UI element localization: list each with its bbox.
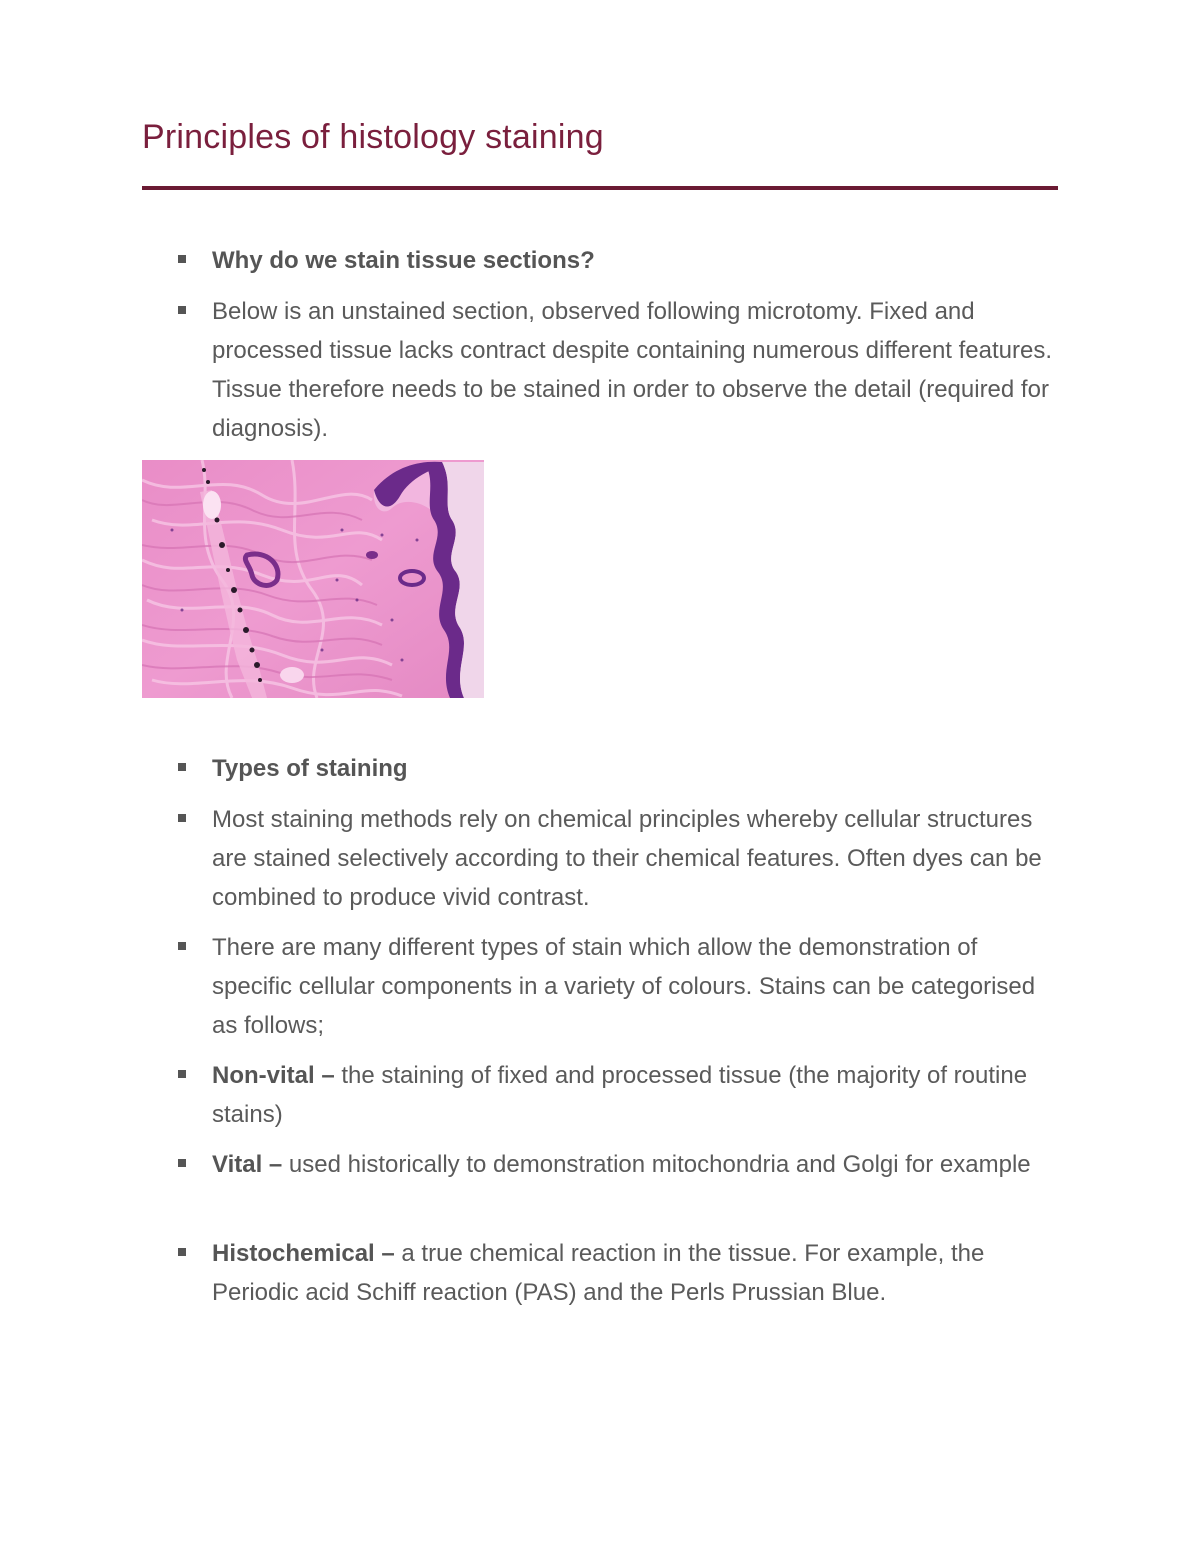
- square-bullet-icon: [178, 942, 186, 950]
- list-item: [212, 800, 1062, 917]
- term-non-vital: Non-vital –: [212, 1062, 335, 1089]
- paragraph-unstained-section: Below is an unstained section, observed following microtomy. Fixed and processed tissue lacks contract despite containing numerous different features. Tissue therefore needs to be stained in order to observe the detail (required for diagnosis).: [212, 298, 1053, 442]
- list-item-vital: [212, 1145, 1062, 1184]
- square-bullet-icon: [178, 255, 186, 263]
- square-bullet-icon: [178, 763, 186, 771]
- definition-vital: used historically to demonstration mitochondria and Golgi for example: [282, 1151, 1031, 1178]
- list-item: [212, 749, 1062, 788]
- paragraph-chemical-principles: Most staining methods rely on chemical principles whereby cellular structures are stained selectively according to their chemical features. Often dyes can be combined to produce vivid contrast.: [212, 806, 1042, 911]
- definition-non-vital: the staining of fixed and processed tissue (the majority of routine stains): [212, 1062, 1028, 1128]
- definition-histochemical: a true chemical reaction in the tissue. For example, the Periodic acid Schiff reaction (PAS) and the Perls Prussian Blue.: [212, 1240, 985, 1306]
- section-heading-why-stain: Why do we stain tissue sections?: [212, 247, 595, 274]
- square-bullet-icon: [178, 1070, 186, 1078]
- list-item-histochemical: [212, 1234, 1062, 1312]
- section-heading-types-of-staining: Types of staining: [212, 755, 408, 782]
- histology-micrograph-image: [142, 460, 484, 698]
- square-bullet-icon: [178, 306, 186, 314]
- list-item-non-vital: [212, 1056, 1062, 1134]
- square-bullet-icon: [178, 1248, 186, 1256]
- paragraph-types-of-stain: There are many different types of stain which allow the demonstration of specific cellular components in a variety of colours. Stains can be categorised as follows;: [212, 934, 1036, 1039]
- page-title: Principles of histology staining: [142, 118, 604, 156]
- list-item: [212, 292, 1062, 448]
- square-bullet-icon: [178, 1159, 186, 1167]
- square-bullet-icon: [178, 814, 186, 822]
- term-vital: Vital –: [212, 1151, 283, 1178]
- term-histochemical: Histochemical –: [212, 1240, 395, 1267]
- list-item: [212, 928, 1062, 1045]
- list-item: [212, 241, 1062, 280]
- title-underline: [142, 186, 1058, 190]
